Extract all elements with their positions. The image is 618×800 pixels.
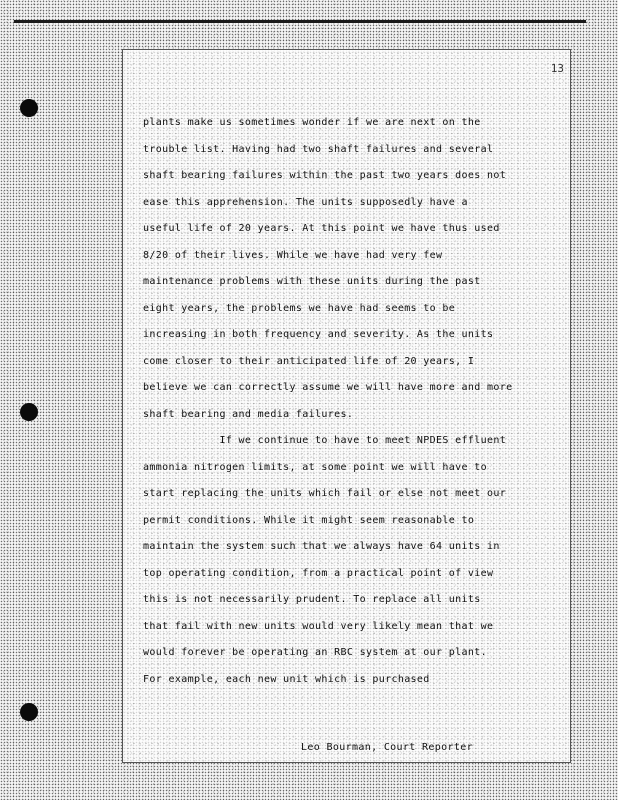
- court-reporter-signature-line: Leo Bourman, Court Reporter: [301, 742, 474, 753]
- binder-hole-middle: [20, 403, 38, 421]
- binder-hole-top: [20, 99, 38, 117]
- text-line: ease this apprehension. The units supposedly have a: [143, 196, 468, 208]
- text-line: shaft bearing failures within the past two years does not: [143, 170, 507, 181]
- text-line: maintenance problems with these units during the past: [143, 276, 481, 287]
- text-line: maintain the system such that we always have 64 units in: [143, 541, 500, 552]
- transcript-body: [143, 116, 573, 699]
- text-line: permit conditions. While it might seem reasonable to: [143, 514, 475, 526]
- text-line: increasing in both frequency and severity. As the units: [143, 329, 494, 340]
- text-line: trouble list. Having had two shaft failures and several: [143, 143, 494, 155]
- text-line: plants make us sometimes wonder if we are next on the: [143, 117, 481, 128]
- text-line: believe we can correctly assume we will have more and more: [143, 382, 513, 393]
- page-number: 13: [550, 62, 564, 75]
- text-line: For example, each new unit which is purchased: [143, 673, 430, 685]
- text-line: would forever be operating an RBC system at our plant.: [143, 647, 488, 658]
- text-line: If we continue to have to meet NPDES effluent: [143, 435, 507, 446]
- text-line: start replacing the units which fail or else not meet our: [143, 488, 507, 499]
- text-line: useful life of 20 years. At this point we have thus used: [143, 223, 500, 234]
- text-line: this is not necessarily prudent. To replace all units: [143, 594, 481, 605]
- binder-hole-bottom: [20, 703, 38, 721]
- text-line: shaft bearing and media failures.: [143, 408, 354, 420]
- text-line: come closer to their anticipated life of 20 years, I: [143, 355, 475, 367]
- text-line: that fail with new units would very likely mean that we: [143, 620, 494, 632]
- text-line: 8/20 of their lives. While we have had very few: [143, 249, 443, 261]
- top-edge-rule: [14, 20, 586, 23]
- text-line: top operating condition, from a practical point of view: [143, 567, 494, 579]
- text-line: eight years, the problems we have had seems to be: [143, 302, 456, 314]
- transcript-sheet: [122, 49, 571, 763]
- text-line: ammonia nitrogen limits, at some point we will have to: [143, 461, 488, 473]
